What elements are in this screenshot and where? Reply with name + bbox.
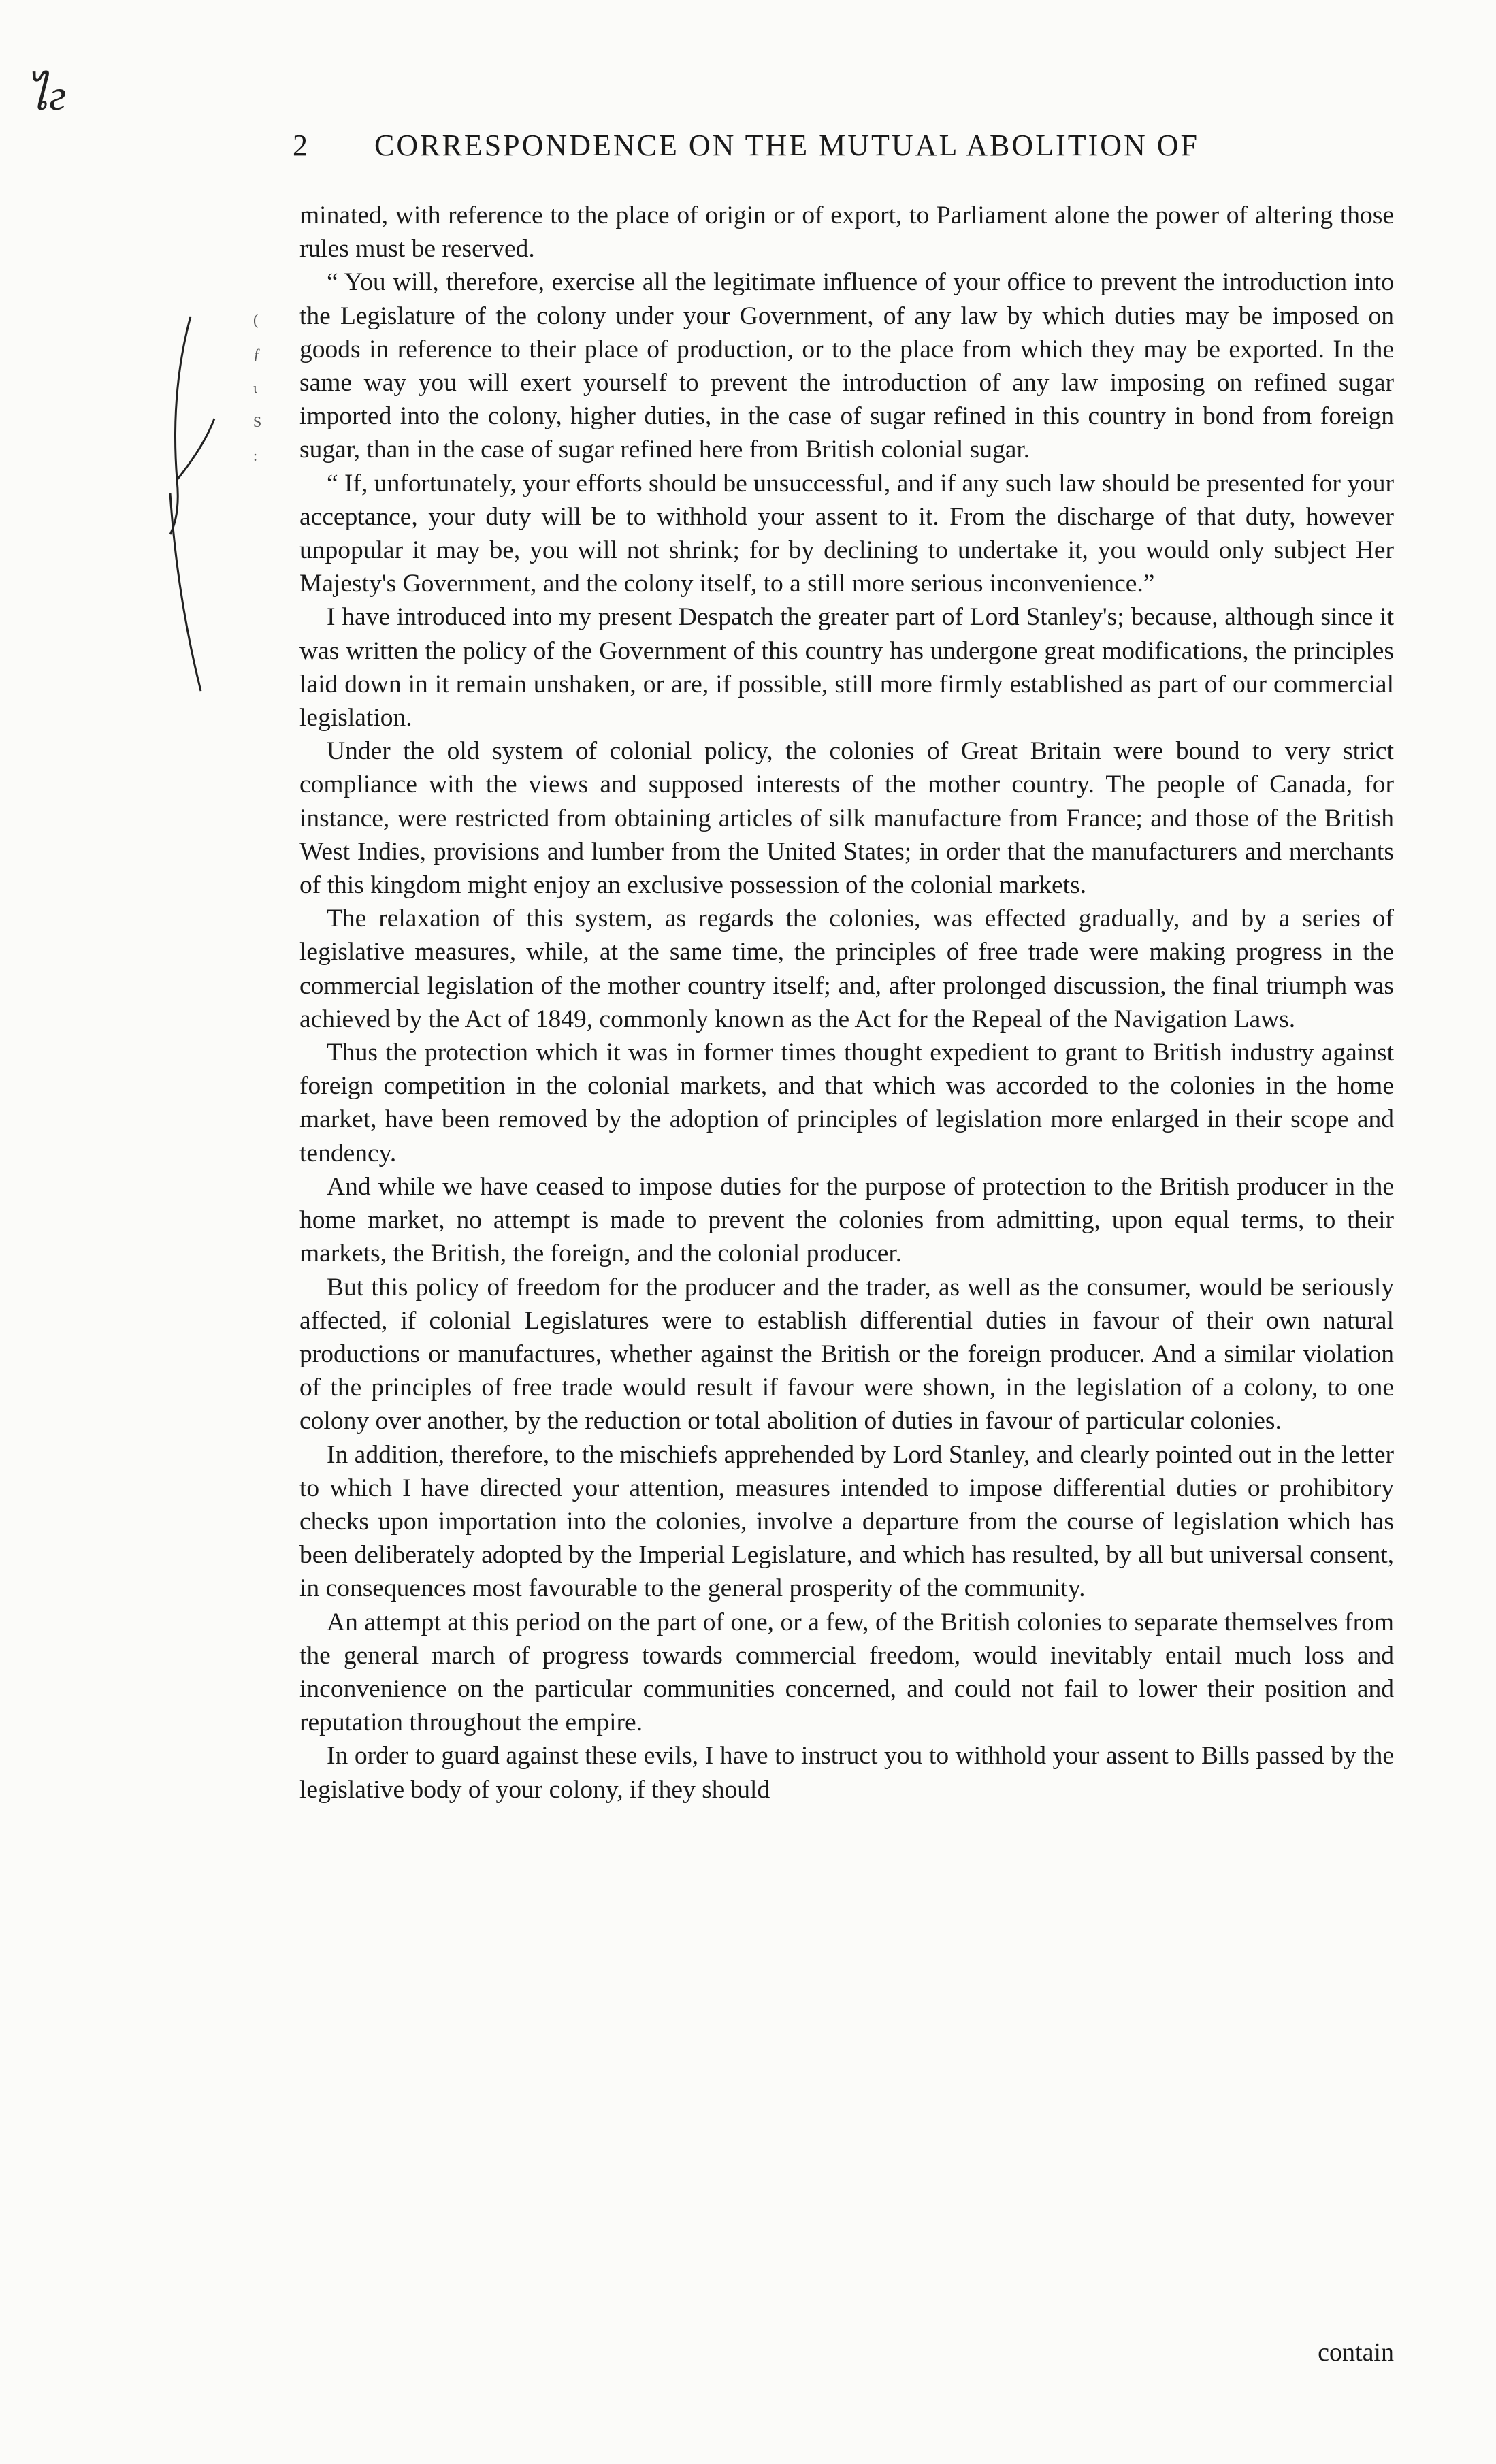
page-number: 2 <box>293 129 310 162</box>
paragraph: “ If, unfortunately, your efforts should be unsuccessful, and if any such law should be presented for your acceptance, your duty will be to withhold your assent to it. From the discharge of that duty, however unpopular it may be, you will not shrink; for by declining to undertake it, you would only subject Her Majesty's Government, and the colony itself, to a still more serious inconvenience.” <box>299 469 1394 598</box>
paragraph: I have introduced into my present Despatch the greater part of Lord Stanley's; because, although since it was written the policy of the Government of this country has undergone great modifications, the principles laid down in it remain unshaken, or are, if possible, still more firmly established as part of our commercial legislation. <box>299 603 1394 732</box>
running-title: CORRESPONDENCE ON THE MUTUAL ABOLITION OF <box>374 129 1200 162</box>
bracket-mid-stroke <box>177 419 214 480</box>
paragraph: In order to guard against these evils, I have to instruct you to withhold your assent to Bills passed by the legislative body of your colony, if they should <box>299 1742 1394 1804</box>
margin-note: ƒ <box>253 345 261 362</box>
running-header <box>293 128 1395 163</box>
margin-notes <box>253 303 280 473</box>
margin-note: ι <box>253 379 257 396</box>
paragraph: An attempt at this period on the part of one, or a few, of the British colonies to separate themselves from the general march of progress towards commercial freedom, would inevitably entail much loss and inconvenience on the particular communities concerned, and could not fail to lower their position and reputation throughout the empire. <box>299 1608 1394 1737</box>
catchword: contain <box>1318 2338 1394 2367</box>
paragraph: Under the old system of colonial policy, the colonies of Great Britain were bound to very strict compliance with the views and supposed interests of the mother country. The people of Canada, for instance, were restricted from obtaining articles of silk manufacture from France; and those of the British West Indies, provisions and lumber from the United States; in order that the manufacturers and merchants of this kingdom might enjoy an exclusive possession of the colonial markets. <box>299 737 1394 900</box>
bracket-upper-stroke <box>170 317 191 534</box>
body-text <box>299 199 1394 1806</box>
paragraph: minated, with reference to the place of origin or of export, to Parliament alone the power of altering those rules must be reserved. <box>299 201 1394 263</box>
paragraph: And while we have ceased to impose duties for the purpose of protection to the British producer in the home market, no attempt is made to prevent the colonies from admitting, upon equal terms, to their markets, the British, the foreign, and the colonial producer. <box>299 1172 1394 1268</box>
margin-note: ( <box>253 311 259 328</box>
margin-note: : <box>253 447 258 464</box>
paragraph: “ You will, therefore, exercise all the legitimate influence of your office to prevent the introduction into the Legislature of the colony under your Government, of any law by which duties may be imposed on goods in reference to their place of production, or to the place from which they may be exported. In the same way you will exert yourself to prevent the introduction of any law imposing on refined sugar imported into the colony, higher duties, in the case of sugar refined in this country in bond from foreign sugar, than in the case of sugar refined here from British colonial sugar. <box>299 268 1394 464</box>
margin-note: S <box>253 413 262 430</box>
handwritten-folio-mark: ไг <box>26 71 68 119</box>
paragraph: The relaxation of this system, as regards the colonies, was effected gradually, and by a series of legislative measures, while, at the same time, the principles of free trade were making progress in the commercial legislation of the mother country itself; and, after prolonged discussion, the final triumph was achieved by the Act of 1849, commonly known as the Act for the Repeal of the Navigation Laws. <box>299 905 1394 1033</box>
paragraph: But this policy of freedom for the producer and the trader, as well as the consumer, would be seriously affected, if colonial Legislatures were to establish differential duties in favour of their own natural productions or manufactures, whether against the British or the foreign producer. And a similar violation of the principles of free trade would result if favour were shown, in the legislation of a colony, to one colony over another, by the reduction or total abolition of duties in favour of particular colonies. <box>299 1273 1394 1436</box>
paragraph: In addition, therefore, to the mischiefs apprehended by Lord Stanley, and clearly pointed out in the letter to which I have directed your attention, measures intended to impose differential duties or prohibitory checks upon importation into the colonies, involve a departure from the course of legislation which has been deliberately adopted by the Imperial Legislature, and which has resulted, by all but universal consent, in consequences most favourable to the general prosperity of the community. <box>299 1440 1394 1603</box>
paragraph: Thus the protection which it was in former times thought expedient to grant to British industry against foreign competition in the colonial markets, and that which was accorded to the colonies in the home market, have been removed by the adoption of principles of legislation more enlarged in their scope and tendency. <box>299 1039 1394 1167</box>
